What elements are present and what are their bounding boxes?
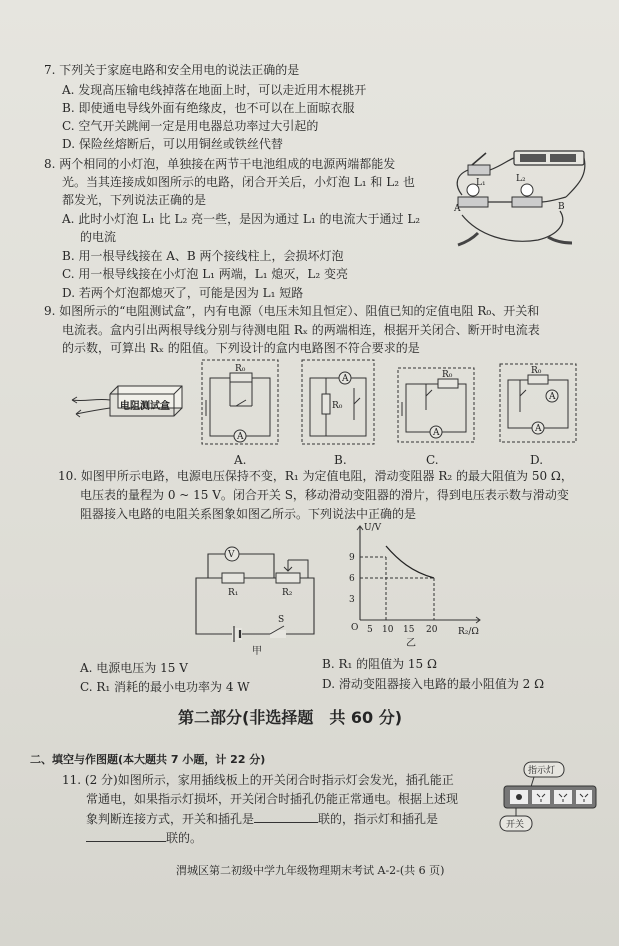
q7-option-a: A. 发现高压输电线掉落在地面上时，可以走近用木棍挑开 (62, 83, 367, 97)
q7-option-c: C. 空气开关跳闸一定是用电器总功率过大引起的 (62, 119, 319, 133)
q10-option-b: B. R₁ 的阻值为 15 Ω (322, 657, 437, 671)
q11-line4 (86, 829, 202, 847)
q10-xtick-5: 5 (367, 625, 373, 635)
q10-label-s: S (278, 615, 285, 625)
q9-option-b-label: B. (334, 453, 347, 467)
q9-b-ammeter: A (342, 374, 349, 384)
q9-circuit-option-d (498, 362, 578, 444)
q11-power-strip-figure (490, 760, 600, 836)
q10-xtick-15: 15 (403, 625, 415, 635)
q10-voltmeter-label: V (228, 550, 235, 560)
q9-option-a-label: A. (234, 453, 247, 467)
q10-ylabel: U/V (364, 523, 382, 533)
q8-stem-line3: 都发光，下列说法正确的是 (62, 193, 207, 207)
q8-stem-line1: 8. 两个相同的小灯泡，单独接在两节干电池组成的电源两端都能发 (44, 157, 396, 171)
q10-caption-jia: 甲 (252, 646, 262, 657)
q8-stem-line2: 光。当其连接成如图所示的电路，闭合开关后，小灯泡 L₁ 和 L₂ 也 (62, 175, 415, 189)
q10-ytick-3: 3 (349, 595, 355, 605)
q9-resistance-test-box (66, 378, 191, 433)
q8-label-l1: L₁ (476, 178, 486, 188)
q10-option-c: C. R₁ 消耗的最小电功率为 4 W (80, 680, 250, 694)
q8-circuit-figure (448, 145, 588, 255)
q10-xtick-20: 20 (426, 625, 438, 635)
q10-stem-line3: 阻器接入电路的电阻关系图象如图乙所示。下列说法中正确的是 (80, 507, 417, 521)
q10-graph-yi (340, 520, 490, 650)
q9-d-r0: R₀ (531, 366, 542, 376)
q9-c-ammeter: A (433, 428, 440, 438)
q9-d-ammeter-2: A (535, 424, 542, 434)
q11-blank-1[interactable] (254, 810, 318, 823)
q8-option-c: C. 用一根导线接在小灯泡 L₁ 两端，L₁ 熄灭，L₂ 变亮 (62, 267, 348, 281)
q8-label-b: B (558, 202, 565, 212)
q11-callout-switch: 开关 (506, 820, 525, 830)
q8-option-a: A. 此时小灯泡 L₁ 比 L₂ 亮一些，是因为通过 L₁ 的电流大于通过 L₂ (62, 212, 421, 226)
q11-blank-2[interactable] (86, 829, 166, 842)
q10-xtick-10: 10 (382, 625, 394, 635)
q9-option-c-label: C. (426, 453, 439, 467)
q9-stem-line3: 的示数，可算出 Rₓ 的阻值。下列设计的盒内电路图不符合要求的是 (62, 341, 420, 355)
part2-title: 第二部分(非选择题 共 60 分) (178, 708, 403, 727)
q8-option-a-cont: 的电流 (80, 230, 117, 244)
q10-stem-line1: 10. 如图甲所示电路，电源电压保持不变，R₁ 为定值电阻，滑动变阻器 R₂ 的最大阻值为 50 Ω， (58, 469, 573, 483)
q9-d-ammeter-1: A (549, 392, 556, 402)
q9-circuit-option-b (300, 358, 376, 448)
q9-box-label: 电阻测试盒 (120, 401, 170, 412)
q11-callout-indicator: 指示灯 (528, 766, 556, 776)
q10-caption-yi: 乙 (406, 638, 416, 649)
q10-stem-line2: 电压表的量程为 0 ~ 15 V。闭合开关 S，移动滑动变阻器的滑片，得到电压表示数与滑动变 (80, 488, 569, 502)
q10-ytick-9: 9 (349, 553, 355, 563)
q9-circuit-option-a (200, 358, 280, 448)
q9-c-r0: R₀ (442, 370, 453, 380)
page-footer: 渭城区第二初级中学九年级物理期末考试 A-2-(共 6 页) (176, 864, 445, 877)
q11-line1: 11. (2 分)如图所示，家用插线板上的开关闭合时指示灯会发光，插孔能正 (62, 773, 454, 787)
q9-option-d-label: D. (530, 453, 544, 467)
q10-option-a: A. 电源电压为 15 V (80, 661, 188, 675)
q11-line3-part1: 象判断连接方式，开关和插孔是 (86, 812, 255, 826)
q10-label-r1: R₁ (228, 588, 239, 598)
q10-ytick-6: 6 (349, 574, 355, 584)
section-fill-and-draw: 二、填空与作图题(本大题共 7 小题，计 22 分) (30, 753, 266, 766)
q10-option-d: D. 滑动变阻器接入电路的最小阻值为 2 Ω (322, 677, 545, 691)
q9-circuit-option-c (396, 366, 476, 446)
q9-b-r0: R₀ (332, 401, 343, 411)
q11-line3-part2: 联的，指示灯和插孔是 (318, 812, 439, 826)
q8-label-a: A (454, 204, 461, 214)
q7-option-d: D. 保险丝熔断后，可以用铜丝或铁丝代替 (62, 137, 283, 151)
q10-label-r2: R₂ (282, 588, 293, 598)
q9-stem-line1: 9. 如图所示的“电阻测试盒”，内有电源（电压未知且恒定）、阻值已知的定值电阻 R₀、开关和 (44, 304, 540, 318)
q11-line2: 常通电，如果指示灯损坏，开关闭合时插孔仍能正常通电。根据上述现 (86, 792, 459, 806)
q8-option-b: B. 用一根导线接在 A、B 两个接线柱上，会损坏灯泡 (62, 249, 344, 263)
q9-a-r0: R₀ (235, 364, 246, 374)
q8-label-l2: L₂ (516, 174, 526, 184)
q7-stem: 7. 下列关于家庭电路和安全用电的说法正确的是 (44, 63, 300, 77)
q9-stem-line2: 电流表。盒内引出两根导线分别与待测电阻 Rₓ 的两端相连，根据开关闭合、断开时电流表 (62, 323, 540, 337)
q11-line4-text: 联的。 (166, 831, 203, 845)
q11-line3 (86, 810, 438, 828)
q10-xlabel: R₂/Ω (458, 627, 479, 637)
q10-origin: O (351, 623, 359, 633)
q7-option-b: B. 即使通电导线外面有绝缘皮，也不可以在上面晾衣服 (62, 101, 355, 115)
q8-option-d: D. 若两个灯泡都熄灭了，可能是因为 L₁ 短路 (62, 286, 304, 300)
q9-a-ammeter: A (237, 432, 244, 442)
q10-circuit-jia (188, 540, 324, 656)
